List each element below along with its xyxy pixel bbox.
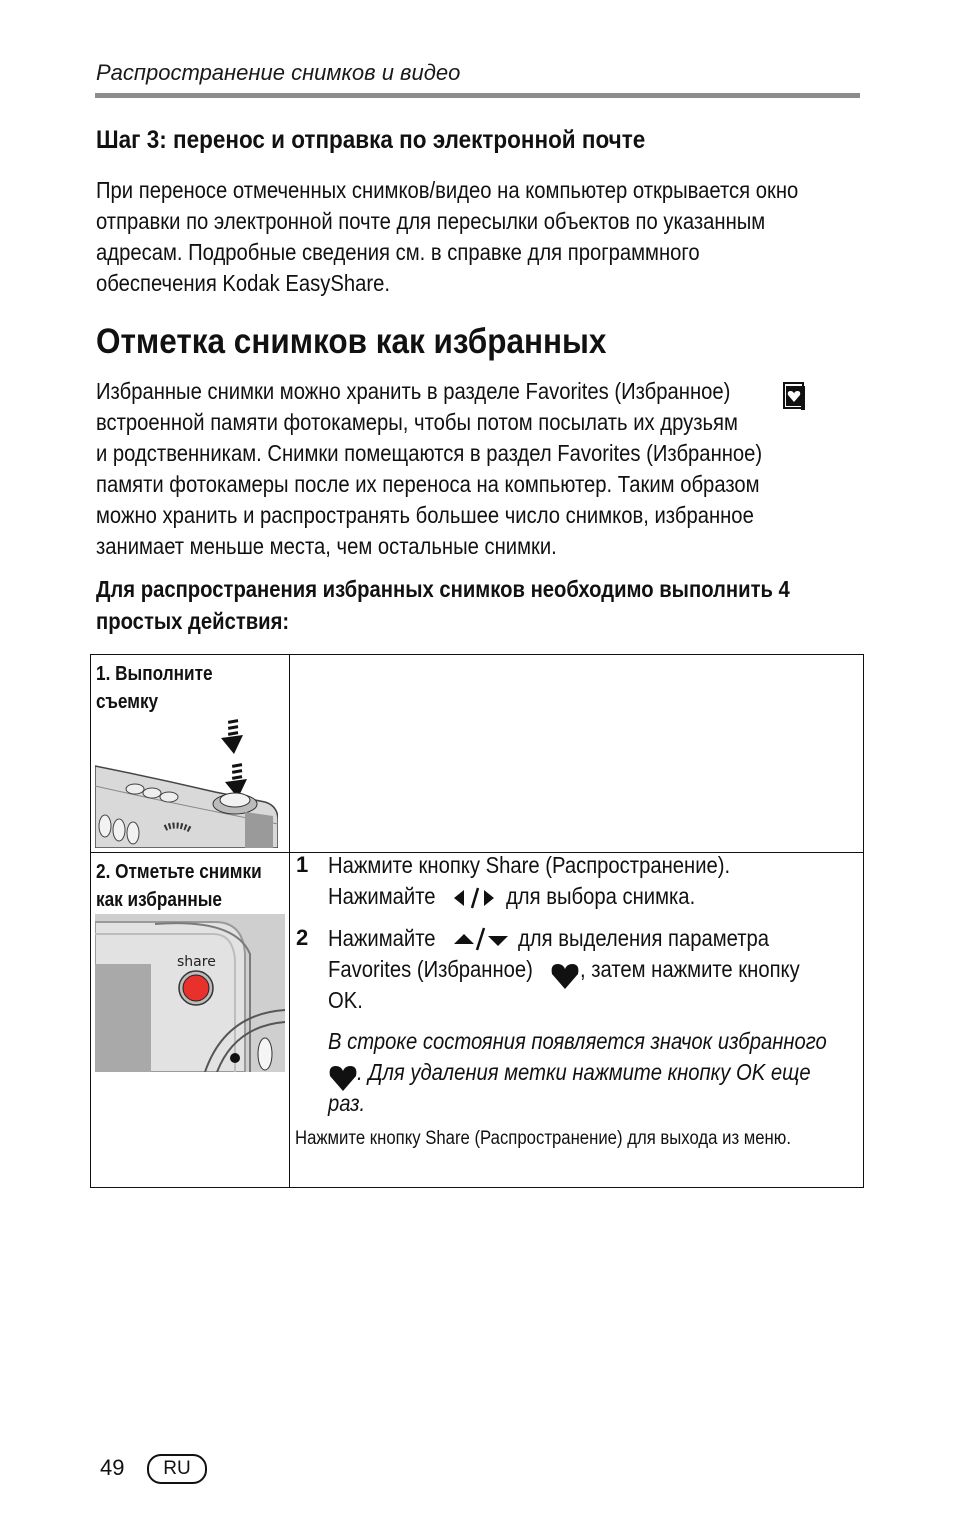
table-border-top <box>90 654 864 655</box>
row2-label-line: как избранные <box>96 889 222 911</box>
favorites-line: можно хранить и распространять большее число снимков, избранное <box>96 502 754 528</box>
step1-line2a: Нажимайте <box>328 883 436 909</box>
step2-line1a: Нажимайте <box>328 925 436 951</box>
running-header: Распространение снимков и видео <box>96 60 461 85</box>
table-border-bottom <box>90 1187 864 1188</box>
step-number: 2 <box>296 925 309 950</box>
step2-line1b: для выделения параметра <box>518 925 770 951</box>
page-number: 49 <box>100 1455 125 1480</box>
share-button <box>183 975 209 1001</box>
table-border-left <box>90 654 91 1188</box>
share-button-label: share <box>177 954 216 970</box>
favorites-folder-icon <box>783 381 805 411</box>
status-note-line1: В строке состояния появляется значок избранного <box>328 1028 827 1054</box>
step2-line2a: Favorites (Избранное) <box>328 956 533 982</box>
row1-label <box>96 660 213 716</box>
step3-line: обеспечения Kodak EasyShare. <box>96 270 391 296</box>
up-down-arrows-icon <box>452 926 510 952</box>
favorites-line: и родственникам. Снимки помещаются в раздел Favorites (Избранное) <box>96 440 763 466</box>
favorites-paragraph <box>96 376 853 562</box>
table-col-divider <box>289 654 290 1188</box>
favorites-line: памяти фотокамеры после их переноса на компьютер. Таким образом <box>96 471 760 497</box>
step3-paragraph <box>96 175 853 299</box>
row1-label-line: 1. Выполните <box>96 663 213 685</box>
heart-icon <box>550 962 580 990</box>
favorites-line: занимает меньше места, чем остальные снимки. <box>96 533 557 559</box>
step-number: 1 <box>296 852 309 877</box>
header-rule <box>95 93 860 98</box>
row2-label-line: 2. Отметьте снимки <box>96 861 262 883</box>
favorites-section-title: Отметка снимков как избранных <box>96 322 607 361</box>
language-badge: RU <box>147 1454 207 1484</box>
step3-line: При переносе отмеченных снимков/видео на компьютер открывается окно <box>96 177 799 203</box>
status-note-line3: раз. <box>328 1090 366 1116</box>
favorites-line: встроенной памяти фотокамеры, чтобы потом посылать их друзьям <box>96 409 738 435</box>
exit-menu-note: Нажмите кнопку Share (Распространение) для выхода из меню. <box>295 1128 791 1149</box>
intro-line: Для распространения избранных снимков необходимо выполнить 4 <box>96 576 790 602</box>
status-note-line2: . Для удаления метки нажмите кнопку OK еще <box>357 1059 811 1085</box>
table-border-right <box>863 654 864 1188</box>
step2-line3: OK. <box>328 987 363 1013</box>
camera-shutter-illustration <box>95 716 278 848</box>
row1-label-line: съемку <box>96 691 159 713</box>
row2-label <box>96 858 262 914</box>
camera-share-illustration <box>95 914 285 1072</box>
step2-line2b: , затем нажмите кнопку <box>580 956 800 982</box>
press-arrow-icon <box>221 719 247 798</box>
step3-line: отправки по электронной почте для пересылки объектов по указанным <box>96 208 766 234</box>
step3-line: адресам. Подробные сведения см. в справке для программного <box>96 239 700 265</box>
step1-line2b: для выбора снимка. <box>506 883 696 909</box>
step1-line1: Нажмите кнопку Share (Распространение). <box>328 852 731 878</box>
left-right-arrows-icon <box>452 886 496 910</box>
favorites-line: Избранные снимки можно хранить в разделе Favorites (Избранное) <box>96 378 731 404</box>
favorites-intro <box>96 573 844 637</box>
intro-line: простых действия: <box>96 608 290 634</box>
step3-heading: Шаг 3: перенос и отправка по электронной почте <box>96 126 646 154</box>
